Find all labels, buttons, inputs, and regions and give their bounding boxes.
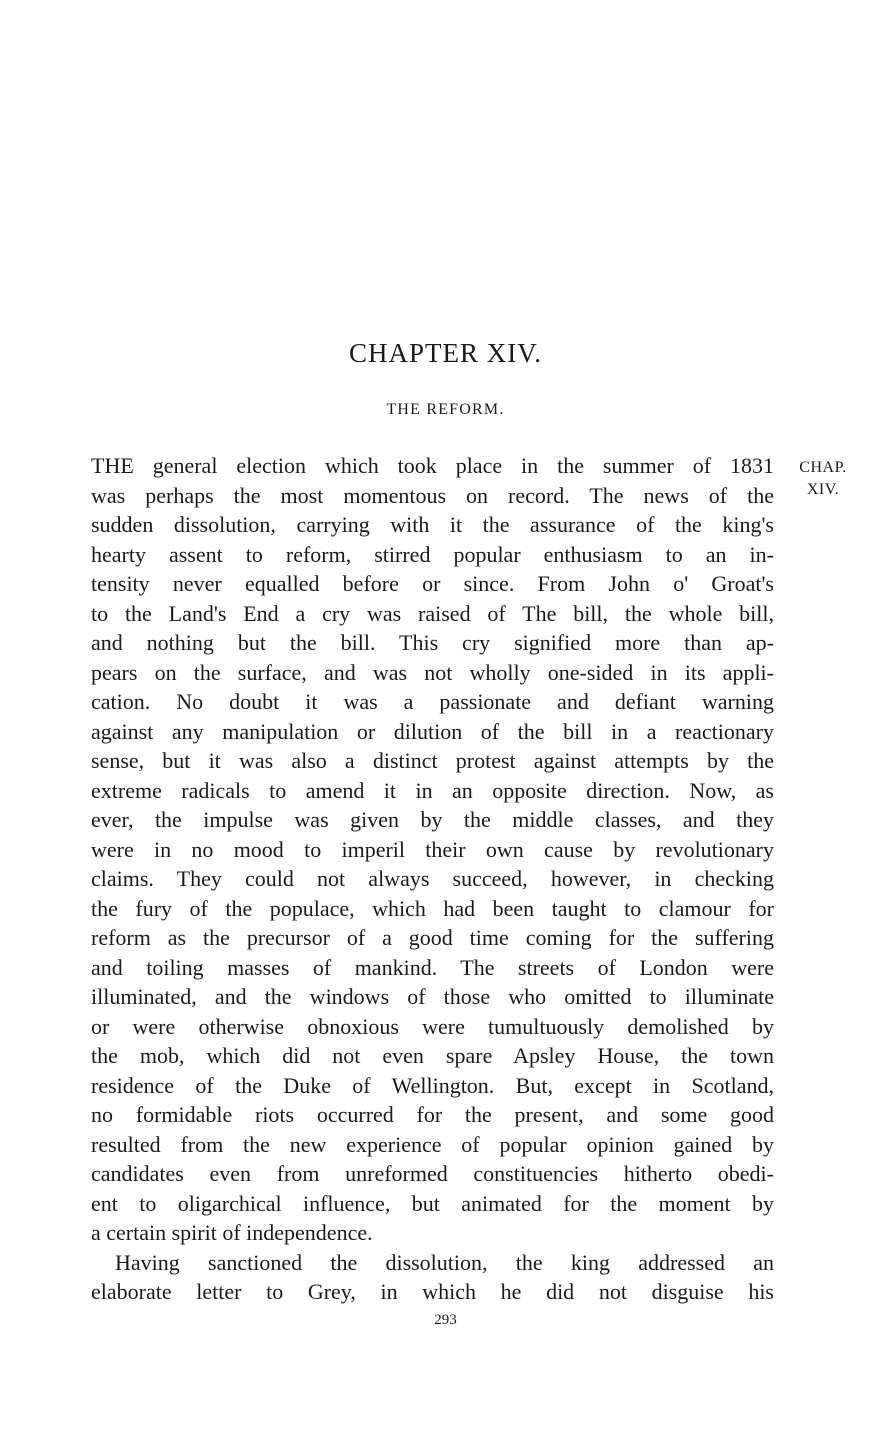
text-line: residence of the Duke of Wellington. But, except in Scotland, [91,1072,774,1098]
margin-note-line: CHAP. [799,459,847,476]
text-line: THE general election which took place in the summer of 1831 [91,453,774,478]
text-line: the fury of the populace, which had been taught to clamour for [91,895,774,921]
text-line: sense, but it was also a distinct protest against attempts by the [91,748,774,773]
margin-note-line: XIV. [806,481,840,498]
chapter-subtitle: THE REFORM. [386,401,505,418]
text-line: extreme radicals to amend it in an opposite direction. Now, as [91,777,774,803]
text-line: a certain spirit of independence. [91,1220,373,1245]
text-line: the mob, which did not even spare Apsley House, the town [91,1043,774,1068]
text-line: resulted from the new experience of popular opinion gained by [91,1131,774,1157]
text-line: and nothing but the bill. This cry signified more than ap- [91,630,774,655]
text-line: sudden dissolution, carrying with it the assurance of the king's [91,512,774,537]
chapter-title: CHAPTER XIV. [348,338,543,368]
text-line: and toiling masses of mankind. The streets of London were [91,954,774,980]
text-line: reform as the precursor of a good time coming for the suffering [91,925,774,950]
paragraph-1 [91,451,774,1248]
text-line: were in no mood to imperil their own cause by revolutionary [91,836,774,862]
text-line: ent to oligarchical influence, but animated for the moment by [91,1190,774,1216]
text-line: claims. They could not always succeed, however, in checking [91,866,774,891]
text-line: elaborate letter to Grey, in which he did not disguise his [91,1279,774,1304]
text-line: tensity never equalled before or since. From John o' Groat's [91,571,774,596]
text-line: hearty assent to reform, stirred popular enthusiasm to an in- [91,541,774,567]
page-number: 293 [434,1312,457,1328]
text-line: pears on the surface, and was not wholly one-sided in its appli- [91,659,774,685]
text-line: was perhaps the most momentous on record. The news of the [91,482,774,508]
body-text [91,451,774,1307]
paragraph-2 [91,1248,774,1307]
text-line: or were otherwise obnoxious were tumultuously demolished by [91,1013,774,1039]
text-line: to the Land's End a cry was raised of The bill, the whole bill, [91,600,774,626]
margin-note [790,457,856,501]
text-line: candidates even from unreformed constituencies hitherto obedi- [91,1161,774,1186]
text-line: against any manipulation or dilution of the bill in a reactionary [91,718,774,744]
text-line: cation. No doubt it was a passionate and defiant warning [91,689,774,714]
text-line: ever, the impulse was given by the middle classes, and they [91,807,774,832]
text-line: Having sanctioned the dissolution, the king addressed an [115,1249,774,1275]
text-line: illuminated, and the windows of those who omitted to illuminate [91,984,774,1009]
text-line: no formidable riots occurred for the present, and some good [91,1102,774,1127]
